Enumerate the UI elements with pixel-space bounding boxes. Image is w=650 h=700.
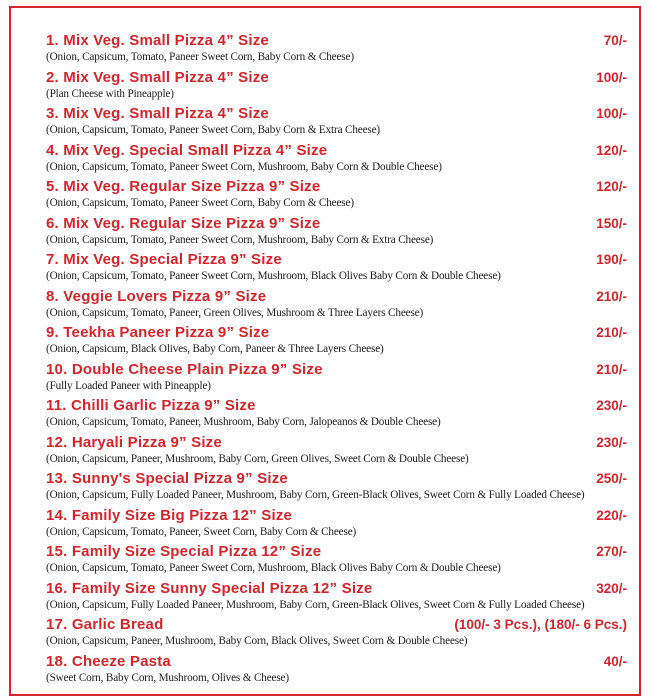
menu-item-price: 120/- <box>596 142 627 158</box>
menu-item-description: (Onion, Capsicum, Fully Loaded Paneer, Mushroom, Baby Corn, Green-Black Olives, Sweet Corn & Fully Loaded Cheese) <box>46 489 585 501</box>
menu-item-title: 6. Mix Veg. Regular Size Pizza 9” Size <box>46 214 321 232</box>
menu-item <box>31 361 631 398</box>
menu-item-title: 9. Teekha Paneer Pizza 9” Size <box>46 324 270 341</box>
menu-item-description: (Onion, Capsicum, Tomato, Paneer Sweet Corn, Mushroom, Black Olives Baby Corn & Double Cheese) <box>46 562 501 574</box>
menu-item <box>31 288 631 325</box>
menu-item-title: 18. Cheeze Pasta <box>46 652 171 670</box>
menu-item-description: (Onion, Capsicum, Paneer, Mushroom, Baby Corn, Green Olives, Sweet Corn & Double Cheese) <box>46 452 469 465</box>
menu-item-description: (Onion, Capsicum, Fully Loaded Paneer, Mushroom, Baby Corn, Green-Black Olives, Sweet Corn & Fully Loaded Cheese) <box>46 598 585 611</box>
menu-item <box>31 324 631 361</box>
menu-item-title: 2. Mix Veg. Small Pizza 4” Size <box>46 68 269 86</box>
menu-item <box>31 397 631 434</box>
menu-item-title: 10. Double Cheese Plain Pizza 9” Size <box>46 360 323 378</box>
menu-item-price: 320/- <box>596 580 627 596</box>
menu-item-title: 17. Garlic Bread <box>46 616 164 633</box>
menu-item-title: 11. Chilli Garlic Pizza 9” Size <box>46 397 256 414</box>
menu-item-title: 13. Sunny's Special Pizza 9” Size <box>46 470 288 487</box>
menu-item-price: 270/- <box>596 544 627 559</box>
menu-item-title: 7. Mix Veg. Special Pizza 9” Size <box>46 251 282 268</box>
menu-border-frame <box>9 6 641 696</box>
menu-item-description: (Onion, Capsicum, Tomato, Paneer, Green Olives, Mushroom & Three Layers Cheese) <box>46 306 424 319</box>
menu-item-title: 8. Veggie Lovers Pizza 9” Size <box>46 287 267 305</box>
menu-item <box>31 69 631 106</box>
menu-item-price: 210/- <box>596 361 627 377</box>
menu-item-description: (Plan Cheese with Pineapple) <box>46 87 174 100</box>
menu-item-title: 3. Mix Veg. Small Pizza 4” Size <box>46 105 269 122</box>
menu-item <box>31 616 631 653</box>
menu-item <box>31 32 631 69</box>
menu-item-description: (Onion, Capsicum, Tomato, Paneer Sweet Corn, Baby Corn & Cheese) <box>46 51 354 63</box>
menu-item-description: (Onion, Capsicum, Tomato, Paneer, Mushroom, Baby Corn, Jalopeanos & Double Cheese) <box>46 416 441 428</box>
menu-item-description: (Onion, Capsicum, Tomato, Paneer Sweet Corn, Baby Corn & Cheese) <box>46 197 354 209</box>
menu-item-price: 100/- <box>596 106 627 121</box>
menu-item-price: 220/- <box>596 507 627 523</box>
menu-list <box>31 32 631 689</box>
menu-item <box>31 434 631 471</box>
menu-item <box>31 251 631 288</box>
menu-item-price: 230/- <box>596 398 627 413</box>
menu-item-title: 15. Family Size Special Pizza 12” Size <box>46 543 322 560</box>
menu-item <box>31 142 631 179</box>
menu-item-price: 190/- <box>596 252 627 267</box>
menu-item-price: (100/- 3 Pcs.), (180/- 6 Pcs.) <box>454 617 627 632</box>
menu-item-price: 210/- <box>596 325 627 340</box>
menu-item <box>31 178 631 215</box>
menu-item <box>31 215 631 252</box>
menu-item <box>31 653 631 690</box>
menu-item-title: 5. Mix Veg. Regular Size Pizza 9” Size <box>46 178 321 195</box>
menu-item-price: 210/- <box>596 288 627 304</box>
menu-item-description: (Onion, Capsicum, Tomato, Paneer, Sweet Corn, Baby Corn & Cheese) <box>46 525 357 538</box>
menu-item-description: (Onion, Capsicum, Paneer, Mushroom, Baby Corn, Black Olives, Sweet Corn & Double Cheese) <box>46 635 468 647</box>
menu-item <box>31 580 631 617</box>
menu-item <box>31 105 631 142</box>
menu-item-title: 1. Mix Veg. Small Pizza 4” Size <box>46 32 269 49</box>
menu-item-description: (Onion, Capsicum, Black Olives, Baby Corn, Paneer & Three Layers Cheese) <box>46 343 384 355</box>
menu-item <box>31 507 631 544</box>
menu-item-description: (Onion, Capsicum, Tomato, Paneer Sweet Corn, Mushroom, Black Olives Baby Corn & Double Cheese) <box>46 270 501 282</box>
menu-item-price: 40/- <box>603 653 627 669</box>
menu-item-title: 4. Mix Veg. Special Small Pizza 4” Size <box>46 141 328 159</box>
menu-item-description: (Sweet Corn, Baby Corn, Mushroom, Olives & Cheese) <box>46 671 289 684</box>
menu-item-title: 12. Haryali Pizza 9” Size <box>46 433 222 451</box>
menu-item-price: 230/- <box>596 434 627 450</box>
menu-item-description: (Onion, Capsicum, Tomato, Paneer Sweet Corn, Mushroom, Baby Corn & Double Cheese) <box>46 160 442 173</box>
menu-item-price: 100/- <box>596 69 627 85</box>
menu-item <box>31 543 631 580</box>
menu-item-price: 250/- <box>596 471 627 486</box>
menu-item-description: (Fully Loaded Paneer with Pineapple) <box>46 379 211 392</box>
menu-item-title: 16. Family Size Sunny Special Pizza 12” Size <box>46 579 373 597</box>
menu-item <box>31 470 631 507</box>
menu-item-description: (Onion, Capsicum, Tomato, Paneer Sweet Corn, Baby Corn & Extra Cheese) <box>46 124 381 136</box>
menu-item-price: 70/- <box>603 33 627 48</box>
menu-item-price: 120/- <box>596 179 627 194</box>
menu-item-price: 150/- <box>596 215 627 231</box>
menu-item-title: 14. Family Size Big Pizza 12” Size <box>46 506 293 524</box>
menu-item-description: (Onion, Capsicum, Tomato, Paneer Sweet Corn, Mushroom, Baby Corn & Extra Cheese) <box>46 233 434 246</box>
